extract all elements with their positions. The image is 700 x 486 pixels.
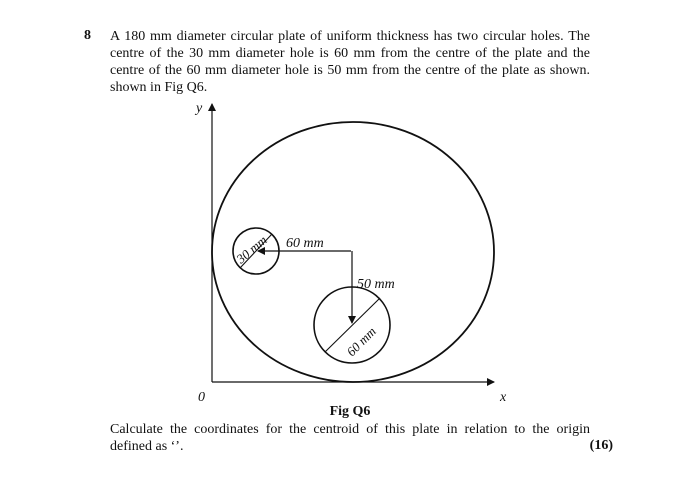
task-line-1: Calculate the coordinates for the centroid of this plate in relation to the origin bbox=[110, 422, 590, 437]
small-hole-label: 30 mm bbox=[233, 232, 270, 267]
y-axis-label: y bbox=[196, 101, 203, 116]
figure-caption: Fig Q6 bbox=[329, 404, 371, 419]
horizontal-dimension-label: 60 mm bbox=[286, 236, 324, 251]
origin-label: 0 bbox=[198, 390, 205, 405]
question-line-4: shown in Fig Q6. bbox=[110, 80, 208, 95]
vertical-dimension-label: 50 mm bbox=[357, 277, 395, 292]
question-line-3: centre of the 60 mm diameter hole is 50 mm from the centre of the plate as shown. bbox=[110, 63, 590, 78]
task-line-2: defined as ‘’. bbox=[110, 439, 184, 454]
task-text bbox=[110, 421, 590, 455]
marks: (16) bbox=[589, 438, 613, 453]
question-line-1: A 180 mm diameter circular plate of uniform thickness has two circular holes. The bbox=[110, 29, 590, 44]
question-line-2: centre of the 30 mm diameter hole is 60 mm from the centre of the plate and the bbox=[110, 46, 590, 61]
question-number: 8 bbox=[84, 28, 91, 43]
x-axis-label: x bbox=[500, 390, 507, 405]
large-hole-label: 60 mm bbox=[343, 323, 379, 360]
